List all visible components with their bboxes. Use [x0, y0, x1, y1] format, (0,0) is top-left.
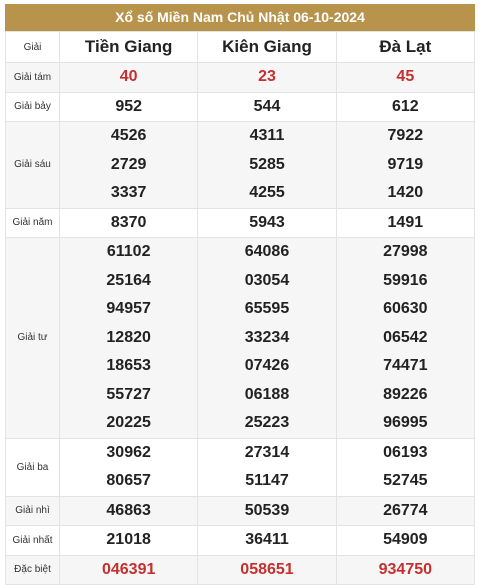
prize-cell: [336, 496, 474, 526]
prize-row: [6, 238, 475, 439]
winning-number: 3337: [110, 184, 147, 201]
header-row: [6, 32, 475, 63]
winning-number: 4526: [110, 127, 147, 144]
prize-column-header: Giải: [6, 32, 60, 63]
winning-number: 26774: [383, 501, 428, 519]
prize-label: Giải tư: [6, 238, 60, 439]
winning-number: 06193: [383, 443, 428, 461]
prize-cell: [60, 496, 198, 526]
winning-number: 12820: [106, 328, 151, 346]
winning-number: 33234: [244, 328, 290, 346]
lottery-results: [5, 4, 475, 585]
winning-number: 40: [119, 68, 138, 85]
prize-row: [6, 496, 475, 526]
prize-cell: [198, 555, 336, 585]
prize-cell: [336, 92, 474, 122]
winning-number: 06542: [383, 328, 428, 346]
winning-number: 89226: [383, 385, 428, 403]
prize-cell: [336, 526, 474, 556]
prize-cell: [198, 526, 336, 556]
province-header-da-lat: Đà Lạt: [336, 32, 474, 63]
winning-number: 612: [391, 97, 419, 115]
winning-number: 55727: [106, 385, 151, 403]
prize-row: [6, 208, 475, 238]
winning-number: 25164: [106, 271, 151, 289]
prize-cell: [60, 63, 198, 93]
prize-row: [6, 526, 475, 556]
winning-number: 96995: [383, 414, 428, 431]
winning-number: 52745: [383, 472, 428, 489]
prize-cell: [336, 122, 474, 209]
winning-number: 65595: [244, 300, 290, 317]
winning-number: 952: [115, 97, 143, 115]
prize-cell: [60, 438, 198, 496]
winning-number: 64086: [244, 243, 290, 260]
winning-number: 4255: [249, 184, 285, 201]
prize-label: Giải bảy: [6, 92, 60, 122]
winning-number: 80657: [106, 472, 151, 489]
prize-row: [6, 63, 475, 93]
province-header-tien-giang: Tiền Giang: [60, 32, 198, 63]
winning-number: 54909: [383, 531, 428, 548]
winning-number: 36411: [245, 531, 289, 548]
winning-number: 8370: [110, 213, 147, 231]
winning-number: 94957: [106, 300, 151, 317]
winning-number: 5285: [249, 155, 285, 173]
prize-label: Giải năm: [6, 208, 60, 238]
winning-number: 61102: [106, 243, 151, 260]
prize-row: [6, 92, 475, 122]
prize-label: Đặc biệt: [6, 555, 60, 585]
winning-number: 50539: [244, 501, 290, 519]
prize-cell: [60, 238, 198, 439]
prize-label: Giải nhì: [6, 496, 60, 526]
winning-number: 07426: [244, 357, 290, 374]
winning-number: 06188: [244, 385, 290, 403]
prize-cell: [60, 92, 198, 122]
prize-cell: [198, 496, 336, 526]
prize-cell: [336, 208, 474, 238]
prize-cell: [198, 92, 336, 122]
winning-number: 4311: [249, 127, 285, 144]
prize-label: Giải tám: [6, 63, 60, 93]
winning-number: 544: [253, 97, 281, 115]
results-title: Xổ số Miền Nam Chủ Nhật 06-10-2024: [5, 4, 475, 31]
prize-cell: [198, 238, 336, 439]
winning-number: 1420: [387, 184, 424, 201]
results-table: [5, 31, 475, 585]
winning-number: 27998: [383, 243, 428, 260]
winning-number: 25223: [244, 414, 290, 431]
prize-cell: [60, 122, 198, 209]
winning-number: 1491: [387, 213, 424, 231]
winning-number: 9719: [387, 155, 424, 173]
winning-number: 27314: [244, 443, 290, 461]
winning-number: 03054: [244, 271, 290, 289]
winning-number: 934750: [378, 560, 433, 578]
winning-number: 5943: [249, 213, 285, 231]
prize-cell: [336, 555, 474, 585]
prize-row: [6, 122, 475, 209]
prize-cell: [198, 122, 336, 209]
winning-number: 21018: [106, 531, 151, 548]
winning-number: 51147: [245, 472, 289, 489]
winning-number: 2729: [110, 155, 147, 173]
winning-number: 46863: [106, 501, 151, 519]
prize-cell: [336, 238, 474, 439]
prize-label: Giải nhất: [6, 526, 60, 556]
prize-cell: [60, 526, 198, 556]
prize-label: Giải ba: [6, 438, 60, 496]
winning-number: 046391: [101, 560, 156, 578]
prize-cell: [60, 208, 198, 238]
winning-number: 59916: [383, 271, 428, 289]
winning-number: 058651: [240, 560, 294, 578]
winning-number: 18653: [106, 357, 151, 374]
prize-row: [6, 555, 475, 585]
winning-number: 20225: [106, 414, 151, 431]
prize-cell: [336, 438, 474, 496]
prize-cell: [198, 208, 336, 238]
winning-number: 60630: [383, 300, 428, 317]
winning-number: 45: [396, 68, 415, 85]
prize-cell: [198, 438, 336, 496]
prize-cell: [198, 63, 336, 93]
winning-number: 7922: [387, 127, 424, 144]
winning-number: 23: [258, 68, 276, 85]
province-header-kien-giang: Kiên Giang: [198, 32, 336, 63]
winning-number: 30962: [106, 443, 151, 461]
prize-cell: [60, 555, 198, 585]
prize-cell: [336, 63, 474, 93]
prize-label: Giải sáu: [6, 122, 60, 209]
winning-number: 74471: [383, 357, 428, 374]
prize-row: [6, 438, 475, 496]
